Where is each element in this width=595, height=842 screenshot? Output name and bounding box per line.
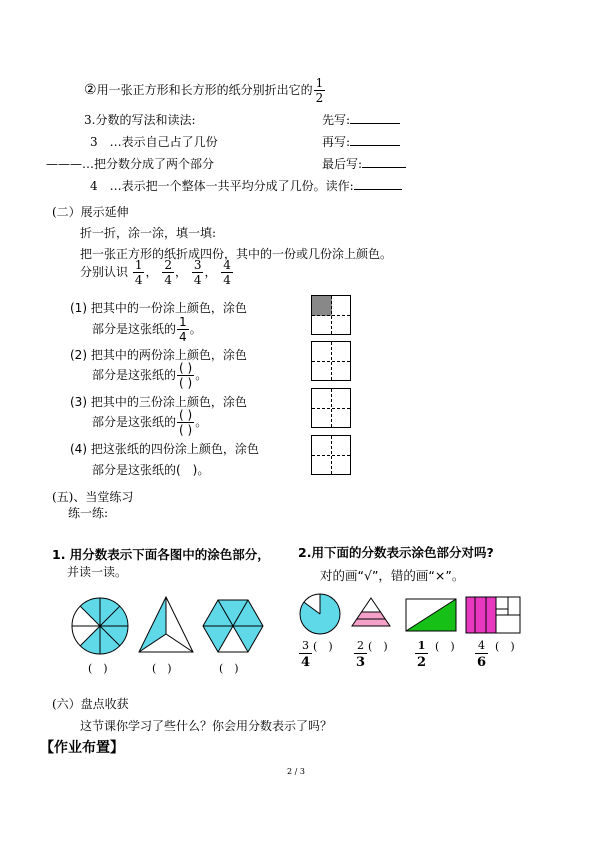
answer-blank[interactable] (350, 145, 400, 146)
denominator-explain: 4 …表示把一个整体一共平均分成了几份。读作: (90, 177, 402, 194)
fraction-blank[interactable]: $\frac{( )}{( )}$ (179, 361, 193, 390)
fraction-blank[interactable]: $\frac{( )}{( )}$ (179, 408, 193, 437)
item-3-line-b: 部分是这张纸的 $\frac{( )}{( )}$ 。 (92, 408, 208, 437)
q2-item-2 (353, 638, 388, 669)
q2-item-3 (414, 638, 455, 669)
q2-item-4 (474, 638, 515, 669)
write-last-label: 最后写: (322, 155, 406, 172)
question-2-line-b: 对的画“√”，错的画“×”。 (320, 568, 465, 583)
numerator-explain: 3 …表示自己占了几份 (90, 135, 218, 149)
q1-answer-3[interactable]: ( ) (219, 662, 239, 675)
question-1-line-b: 并读一读。 (67, 565, 128, 579)
write-first-label: 先写: (322, 111, 400, 128)
item-1-line-a: (1) 把其中的一份涂上颜色，涂色 (70, 301, 247, 315)
section-heading-practice: (五)、当堂练习 (52, 490, 134, 504)
item-2-line-a: (2) 把其中的两份涂上颜色，涂色 (70, 348, 247, 362)
q2-answer-1[interactable]: ( ) (313, 640, 333, 653)
q2-triangle-shape (350, 596, 392, 628)
section-heading-summary: (六）盘点收获 (52, 697, 129, 711)
fraction-3-4: $\frac{3}{4}$ (193, 258, 202, 287)
section-heading-extension: (二）展示延伸 (52, 205, 129, 219)
q2-circle-shape (298, 592, 342, 636)
fold-paper-instruction: 把一张正方形的纸折成四份，其中的一份或几份涂上颜色。 (80, 247, 393, 261)
q2-rectangle-shape (404, 597, 458, 633)
folded-square-3[interactable] (311, 388, 351, 428)
q1-hexagon-shape (200, 596, 266, 656)
q2-item-1 (298, 638, 333, 669)
item-3-line-a: (3) 把其中的三份涂上颜色，涂色 (70, 395, 247, 409)
fold-color-instruction: 折一折，涂一涂，填一填: (80, 226, 217, 240)
q1-circle-shape (70, 596, 130, 656)
shaded-quarter (312, 296, 332, 316)
question-1-line-a: 1. 用分数表示下面各图中的涂色部分， (52, 547, 270, 562)
question-2-line-a: 2.用下面的分数表示涂色部分对吗? (298, 545, 494, 560)
q2-answer-2[interactable]: ( ) (368, 640, 388, 653)
fraction-bar-explain: ———…把分数分成了两个部分 (46, 157, 215, 171)
q1-answer-2[interactable]: ( ) (152, 662, 172, 675)
q2-answer-4[interactable]: ( ) (495, 640, 515, 653)
folded-square-2[interactable] (311, 341, 351, 381)
homework-heading: 【作业布置】 (40, 740, 124, 756)
q2-grid-shape (464, 595, 522, 635)
answer-blank[interactable] (350, 123, 400, 124)
write-again-label: 再写: (322, 133, 400, 150)
read-as-blank[interactable] (354, 189, 402, 190)
fraction-2-3: $\frac{2}{3}$ (356, 639, 366, 670)
q1-triangle-shape (136, 594, 196, 656)
fraction-1-2: $\frac{1}{2}$ (414, 640, 429, 669)
q2-answer-3[interactable]: ( ) (435, 640, 455, 653)
answer-blank[interactable] (362, 167, 406, 168)
item-4-line-a: (4) 把这张纸的四份涂上颜色，涂色 (70, 442, 259, 456)
folded-square-1[interactable] (311, 295, 351, 335)
circled-number-2: ② (84, 82, 97, 98)
page-number: 2 / 3 (287, 767, 305, 776)
summary-question: 这节课你学习了些什么？你会用分数表示了吗？ (80, 719, 333, 733)
fractions-to-know: 分别认识 $\frac{1}{4}$ ， $\frac{2}{4}$ ， $\frac{3}{4}$ ， $\frac{4}{4}$ (80, 258, 231, 287)
fraction-one-half: $\frac{1}{2}$ (315, 76, 324, 105)
fraction-3-4: $\frac{3}{4}$ (301, 639, 311, 670)
practice-subheading: 练一练: (68, 506, 109, 520)
item-4-line-b: 部分是这张纸的( )。 (92, 463, 210, 477)
fraction-writing-title: 3.分数的写法和读法: (84, 113, 196, 127)
item-1-line-b: 部分是这张纸的 $\frac{1}{4}$ 。 (92, 315, 202, 344)
fraction-2-4: $\frac{2}{4}$ (164, 258, 172, 287)
q1-answer-1[interactable]: ( ) (88, 662, 108, 675)
fraction-4-6: $\frac{4}{6}$ (477, 639, 487, 670)
item-2-line-b: 部分是这张纸的 $\frac{( )}{( )}$ 。 (92, 361, 208, 390)
fraction-1-4: $\frac{1}{4}$ (179, 315, 187, 344)
fold-instruction: ②用一张正方形和长方形的纸分别折出它的 $\frac{1}{2}$ (84, 76, 324, 105)
fraction-4-4: $\frac{4}{4}$ (223, 258, 231, 287)
folded-square-4[interactable] (311, 435, 351, 475)
fraction-1-4: $\frac{1}{4}$ (134, 258, 143, 287)
